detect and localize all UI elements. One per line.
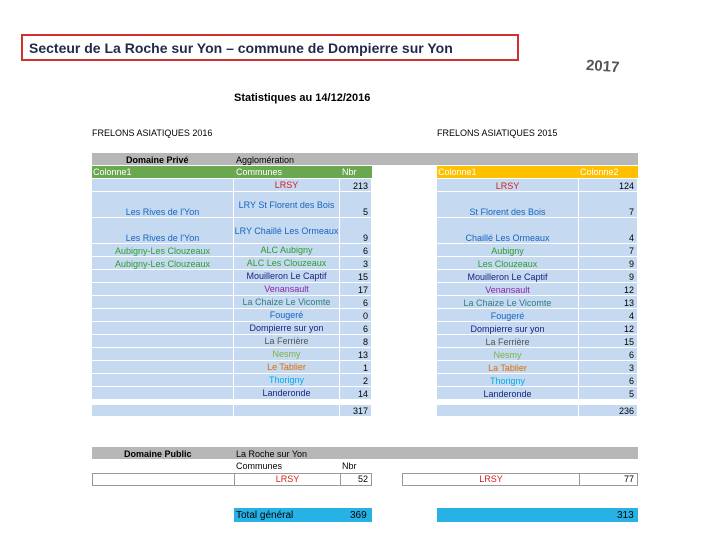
left-colonne1-cell	[92, 309, 234, 322]
left-commune-cell: La Chaize Le Vicomte	[234, 296, 340, 309]
left-commune-cell: Thorigny	[234, 374, 340, 387]
right-nbr-cell: 12	[579, 322, 638, 335]
left-nbr-cell: 3	[340, 257, 372, 270]
left-commune-cell: La Ferrière	[234, 335, 340, 348]
right-commune-cell: Les Clouzeaux	[437, 257, 579, 270]
left-nbr-cell: 213	[340, 179, 372, 192]
total-general-right-bar	[437, 508, 638, 522]
right-total: 236	[579, 405, 638, 417]
domaine-public-label: Domaine Public	[124, 449, 192, 459]
left-commune-cell: Fougeré	[234, 309, 340, 322]
domaine-prive-label: Domaine Privé	[126, 155, 189, 165]
right-nbr-cell: 7	[579, 244, 638, 257]
public-row-right-commune: LRSY	[402, 473, 580, 486]
right-commune-cell: Aubigny	[437, 244, 579, 257]
right-commune-cell: Thorigny	[437, 374, 579, 387]
left-colonne1-cell	[92, 374, 234, 387]
public-agglo-label: La Roche sur Yon	[236, 449, 308, 459]
right-commune-cell: LRSY	[437, 179, 579, 192]
left-nbr-cell: 1	[340, 361, 372, 374]
left-commune-cell: ALC Les Clouzeaux	[234, 257, 340, 270]
public-nbr-label: Nbr	[342, 461, 357, 471]
left-nbr-cell: 6	[340, 322, 372, 335]
left-commune-cell: Le Tablier	[234, 361, 340, 374]
right-commune-cell: Landeronde	[437, 387, 579, 400]
right-nbr-cell: 7	[579, 192, 638, 218]
left-communes-header: Communes	[236, 167, 283, 177]
left-commune-cell: Landeronde	[234, 387, 340, 400]
right-commune-cell: Venansault	[437, 283, 579, 296]
left-column-header	[92, 166, 372, 178]
right-commune-cell: La Tablier	[437, 361, 579, 374]
left-colonne1-cell: Aubigny-Les Clouzeaux	[92, 244, 234, 257]
left-total-blank2	[234, 405, 340, 417]
right-nbr-cell: 5	[579, 387, 638, 400]
left-colonne1-cell	[92, 296, 234, 309]
right-nbr-cell: 4	[579, 218, 638, 244]
left-nbr-cell: 8	[340, 335, 372, 348]
right-nbr-cell: 9	[579, 257, 638, 270]
public-row-left-nbr: 52	[340, 473, 372, 486]
right-commune-cell: La Ferrière	[437, 335, 579, 348]
left-commune-cell: LRY St Florent des Bois	[234, 192, 340, 218]
slide-title: Secteur de La Roche sur Yon – commune de Dompierre sur Yon	[21, 34, 519, 61]
right-commune-cell: Dompierre sur yon	[437, 322, 579, 335]
left-nbr-cell: 13	[340, 348, 372, 361]
total-general-right: 313	[617, 510, 634, 521]
left-colonne1-cell	[92, 361, 234, 374]
left-colonne1-cell	[92, 335, 234, 348]
right-col1-header: Colonne1	[438, 167, 477, 177]
right-nbr-cell: 13	[579, 296, 638, 309]
left-nbr-cell: 6	[340, 244, 372, 257]
left-nbr-cell: 9	[340, 218, 372, 244]
right-total-blank	[437, 405, 579, 417]
left-commune-cell: Dompierre sur yon	[234, 322, 340, 335]
year-label: 2017	[585, 56, 620, 77]
left-colonne1-cell: Les Rives de l'Yon	[92, 218, 234, 244]
left-colonne1-cell	[92, 387, 234, 400]
left-colonne1-cell	[92, 270, 234, 283]
right-nbr-cell: 15	[579, 335, 638, 348]
right-commune-cell: Mouilleron Le Captif	[437, 270, 579, 283]
left-nbr-cell: 17	[340, 283, 372, 296]
left-colonne1-cell	[92, 322, 234, 335]
right-commune-cell: St Florent des Bois	[437, 192, 579, 218]
public-communes-label: Communes	[236, 461, 283, 471]
left-commune-cell: Mouilleron Le Captif	[234, 270, 340, 283]
right-nbr-cell: 124	[579, 179, 638, 192]
left-commune-cell: LRY Chaillé Les Ormeaux	[234, 218, 340, 244]
total-general-label: Total général	[236, 510, 294, 521]
left-total-blank	[92, 405, 234, 417]
left-total: 317	[340, 405, 372, 417]
left-colonne1-cell	[92, 179, 234, 192]
left-nbr-cell: 0	[340, 309, 372, 322]
left-nbr-cell: 15	[340, 270, 372, 283]
right-nbr-cell: 12	[579, 283, 638, 296]
left-section-title: FRELONS ASIATIQUES 2016	[92, 128, 213, 138]
public-row-right-nbr: 77	[579, 473, 638, 486]
left-commune-cell: Venansault	[234, 283, 340, 296]
left-col1-header: Colonne1	[93, 167, 132, 177]
right-nbr-cell: 6	[579, 374, 638, 387]
right-nbr-cell: 3	[579, 361, 638, 374]
right-commune-cell: Fougeré	[437, 309, 579, 322]
left-colonne1-cell: Les Rives de l'Yon	[92, 192, 234, 218]
right-commune-cell: Chaillé Les Ormeaux	[437, 218, 579, 244]
agglomeration-label: Agglomération	[236, 155, 295, 165]
public-row-left-blank	[92, 473, 235, 486]
left-commune-cell: ALC Aubigny	[234, 244, 340, 257]
left-colonne1-cell	[92, 283, 234, 296]
right-nbr-cell: 4	[579, 309, 638, 322]
left-colonne1-cell	[92, 348, 234, 361]
left-nbr-cell: 14	[340, 387, 372, 400]
left-commune-cell: LRSY	[234, 179, 340, 192]
public-row-left-commune: LRSY	[234, 473, 341, 486]
total-general-left: 369	[350, 510, 367, 521]
stats-title: Statistiques au 14/12/2016	[234, 92, 371, 104]
left-commune-cell: Nesmy	[234, 348, 340, 361]
left-nbr-cell: 2	[340, 374, 372, 387]
right-commune-cell: Nesmy	[437, 348, 579, 361]
left-nbr-cell: 6	[340, 296, 372, 309]
right-commune-cell: La Chaize Le Vicomte	[437, 296, 579, 309]
right-col2-header: Colonne2	[580, 167, 619, 177]
left-nbr-cell: 5	[340, 192, 372, 218]
left-colonne1-cell: Aubigny-Les Clouzeaux	[92, 257, 234, 270]
right-nbr-cell: 9	[579, 270, 638, 283]
right-nbr-cell: 6	[579, 348, 638, 361]
left-nbr-header: Nbr	[342, 167, 357, 177]
right-section-title: FRELONS ASIATIQUES 2015	[437, 128, 558, 138]
